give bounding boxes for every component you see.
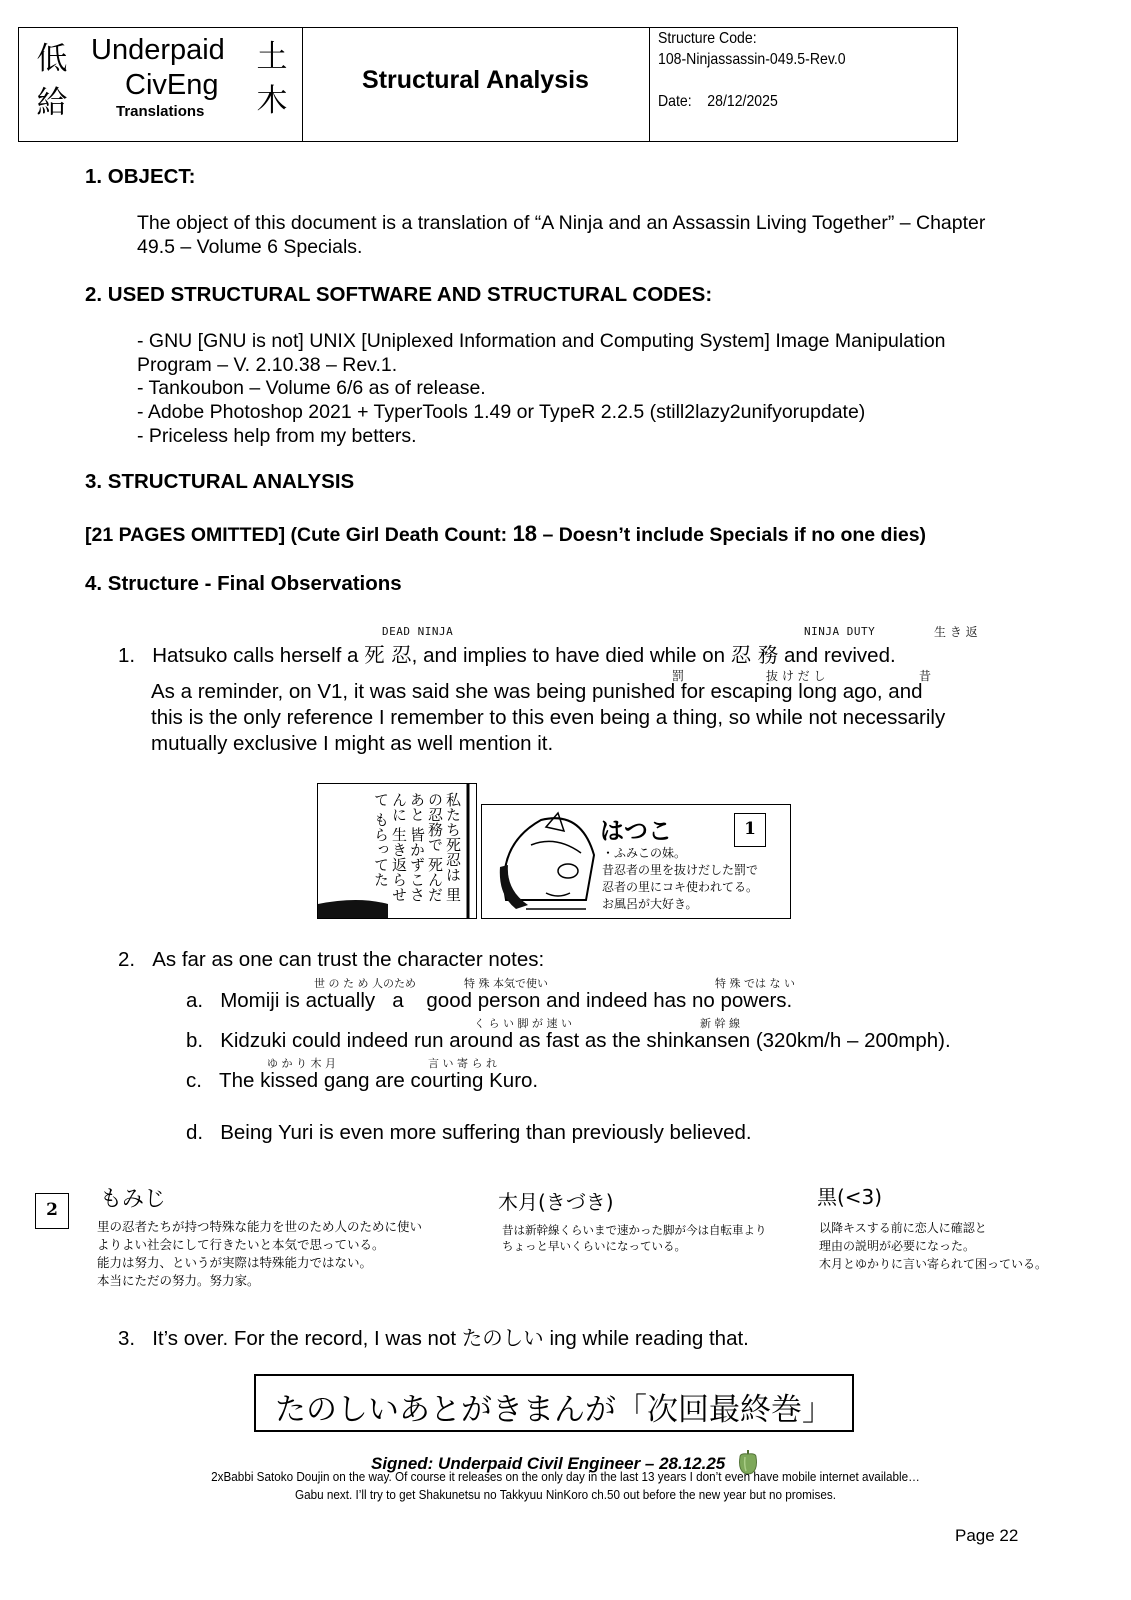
- ruby-a-2: 特 殊 本気で使い: [464, 977, 548, 990]
- section-2-heading: 2. USED STRUCTURAL SOFTWARE AND STRUCTURAL CODES:: [85, 283, 713, 306]
- omitted-text-a: [21 PAGES OMITTED] (Cute Girl Death Count:: [85, 524, 513, 546]
- ruby-mukashi: 昔: [919, 669, 932, 683]
- momiji-note-3: 能力は努力、というが実際は特殊能力ではない。: [97, 1255, 373, 1270]
- kuro-notes: [819, 1219, 1047, 1273]
- note-item-c: [186, 1069, 538, 1093]
- hatsuko-name: はつこ: [600, 817, 672, 845]
- observation-2-text: As far as one can trust the character notes:: [152, 948, 545, 971]
- logo-cell: [19, 28, 303, 141]
- momiji-name: もみじ: [100, 1187, 167, 1212]
- software-line-2: Program – V. 2.10.38 – Rev.1.: [137, 354, 398, 376]
- momiji-note-4: 本当にただの努力。努力家。: [97, 1273, 260, 1288]
- observation-1-para-3: mutually exclusive I might as well mention it.: [151, 732, 554, 755]
- kidzuki-notes: [502, 1222, 767, 1254]
- panel-vertical-text: 私たち死忍は 里の忍務で 死んだあと 皆かずこさんに 生き返らせて もらってた: [372, 792, 462, 902]
- kanji-shinin: 死 忍: [364, 643, 412, 667]
- momiji-note-2: よりよい社会にして行きたいと本気で思っている。: [97, 1237, 385, 1252]
- page-number: Page 22: [955, 1526, 1019, 1545]
- hatsuko-note-1: ・ふみこの妹。: [602, 846, 687, 860]
- note-item-d: [186, 1121, 752, 1145]
- note-item-b-text: Kidzuki could indeed run around as fast as the shinkansen (320km/h – 200mph).: [220, 1029, 951, 1052]
- ruby-nukedashi: 抜 け だ し: [766, 669, 826, 683]
- logo-kanji-pay: 給: [36, 85, 68, 121]
- hatsuko-portrait: [486, 805, 606, 917]
- document-header: [18, 27, 958, 142]
- logo-kanji-low: 低: [36, 41, 68, 77]
- meta-cell: [649, 28, 957, 141]
- observation-1-para-2: this is the only reference I remember to this even being a thing, so while not necessarily: [151, 706, 946, 729]
- section-1-line-1: The object of this document is a translation of “A Ninja and an Assassin Living Together” – Chapter: [137, 212, 986, 234]
- document-title: Structural Analysis: [362, 66, 589, 94]
- ruby-ikikaeri: 生 き 返: [934, 625, 978, 639]
- ruby-batsu: 罰: [672, 669, 685, 683]
- manga-panel-hatsuko: [481, 804, 791, 919]
- structure-code: 108-Ninjassassin-049.5-Rev.0: [658, 51, 846, 68]
- title-cell: [302, 28, 650, 141]
- omitted-text-b: – Doesn’t include Specials if no one dies): [537, 524, 927, 546]
- logo-kanji-earth: 土: [256, 39, 288, 75]
- ruby-ninja-duty: NINJA DUTY: [804, 625, 876, 638]
- section-4-heading: 4. Structure - Final Observations: [85, 572, 402, 595]
- date-value: 28/12/2025: [707, 93, 778, 110]
- structure-code-label: Structure Code:: [658, 30, 757, 47]
- kuro-note-2: 理由の説明が必要になった。: [819, 1239, 976, 1253]
- note-item-a: [186, 989, 792, 1013]
- logo-line-translations: Translations: [116, 103, 205, 120]
- ruby-c-1: ゆ か り 木 月: [267, 1057, 336, 1070]
- logo-line-civeng: CivEng: [125, 69, 219, 101]
- panel-number-1: 1: [734, 813, 766, 847]
- software-line-5: - Priceless help from my betters.: [137, 425, 417, 447]
- section-1-line-2: 49.5 – Volume 6 Specials.: [137, 236, 363, 258]
- signature-text: Signed: Underpaid Civil Engineer – 28.12.25: [370, 1454, 726, 1473]
- ruby-dead-ninja: DEAD NINJA: [382, 625, 454, 638]
- ruby-a-1: 世 の た め 人のため: [314, 977, 416, 990]
- observation-3-line: [118, 1321, 749, 1351]
- momiji-notes: [97, 1218, 422, 1290]
- observation-1-line: [118, 638, 896, 668]
- observation-3-text-a: It’s over. For the record, I was not: [152, 1327, 462, 1350]
- observation-1-number: 1.: [118, 644, 136, 667]
- note-item-b-letter: b.: [186, 1029, 204, 1052]
- logo-line-underpaid: Underpaid: [91, 34, 225, 66]
- observation-1-text-c: and revived.: [778, 644, 896, 667]
- kidzuki-name: 木月(きづき): [498, 1190, 614, 1214]
- manga-panel-speech: [317, 783, 477, 919]
- note-item-a-text: Momiji is actually a good person and indeed has no powers.: [220, 989, 793, 1012]
- kuro-name: 黒(<3): [817, 1185, 883, 1209]
- kanji-ninmu: 忍 務: [730, 643, 779, 667]
- ruby-b-1: く ら い 脚 が 速 い: [474, 1017, 572, 1030]
- signature-note-1: 2xBabbi Satoko Doujin on the way. Of course it releases on the only day in the last 13 years I don’t even have mobile internet available…: [211, 1469, 920, 1484]
- date-label: Date:: [658, 93, 692, 110]
- section-1-heading: 1. OBJECT:: [85, 165, 196, 188]
- panel-number-2: 2: [35, 1193, 69, 1229]
- kuro-note-3: 木月とゆかりに言い寄られて困っている。: [819, 1257, 1048, 1271]
- tanoshii-kana: たのしい: [461, 1326, 544, 1350]
- observation-1-text-b: , and implies to have died while on: [411, 644, 731, 667]
- ruby-c-2: 言 い 寄 ら れ: [428, 1057, 497, 1070]
- section-3-heading: 3. STRUCTURAL ANALYSIS: [85, 470, 355, 493]
- afterword-banner-text: たのしいあとがきまんが「次回最終巻」: [275, 1392, 833, 1428]
- date-line: [658, 93, 778, 111]
- momiji-note-1: 里の忍者たちが持つ特殊な能力を世のため人のために使い: [97, 1219, 423, 1234]
- ruby-a-3: 特 殊 では な い: [715, 977, 795, 990]
- note-item-a-letter: a.: [186, 989, 204, 1012]
- kidzuki-note-1: 昔は新幹線くらいまで速かった脚が今は自転車より: [502, 1223, 767, 1237]
- software-line-3: - Tankoubon – Volume 6/6 as of release.: [137, 377, 486, 399]
- note-item-c-text: The kissed gang are courting Kuro.: [219, 1069, 539, 1092]
- note-item-b: [186, 1029, 951, 1053]
- note-item-c-letter: c.: [186, 1069, 202, 1092]
- ruby-b-2: 新 幹 線: [700, 1017, 740, 1030]
- note-item-d-text: Being Yuri is even more suffering than previously believed.: [220, 1121, 752, 1144]
- observation-3-number: 3.: [118, 1327, 136, 1350]
- death-count: 18: [512, 521, 538, 546]
- kidzuki-note-2: ちょっと早いくらいになっている。: [502, 1239, 686, 1253]
- hatsuko-note-2: 昔忍者の里を抜けだした罰で: [602, 863, 759, 877]
- signature-note-2: Gabu next. I’ll try to get Shakunetsu no Takkyuu NinKoro ch.50 out before the new year but no promises.: [295, 1487, 836, 1502]
- logo-kanji-wood: 木: [256, 83, 288, 119]
- observation-3-text-b: ing while reading that.: [543, 1327, 749, 1350]
- hatsuko-notes: [602, 845, 758, 913]
- note-item-d-letter: d.: [186, 1121, 204, 1144]
- observation-2-number: 2.: [118, 948, 136, 971]
- observation-2-line: [118, 948, 544, 972]
- omitted-pages-line: [85, 521, 926, 547]
- hatsuko-note-4: お風呂が大好き。: [602, 897, 698, 911]
- observation-1-para-1: As a reminder, on V1, it was said she was being punished for escaping long ago, and: [151, 680, 923, 703]
- kuro-note-1: 以降キスする前に恋人に確認と: [819, 1221, 987, 1235]
- software-line-4: - Adobe Photoshop 2021 + TyperTools 1.49 or TypeR 2.2.5 (still2lazy2unifyorupdate): [137, 401, 866, 423]
- afterword-banner: [254, 1374, 854, 1432]
- hatsuko-note-3: 忍者の里にコキ使われてる。: [602, 880, 759, 894]
- software-line-1: - GNU [GNU is not] UNIX [Uniplexed Information and Computing System] Image Manipulation: [137, 330, 946, 352]
- observation-1-text-a: Hatsuko calls herself a: [152, 644, 365, 667]
